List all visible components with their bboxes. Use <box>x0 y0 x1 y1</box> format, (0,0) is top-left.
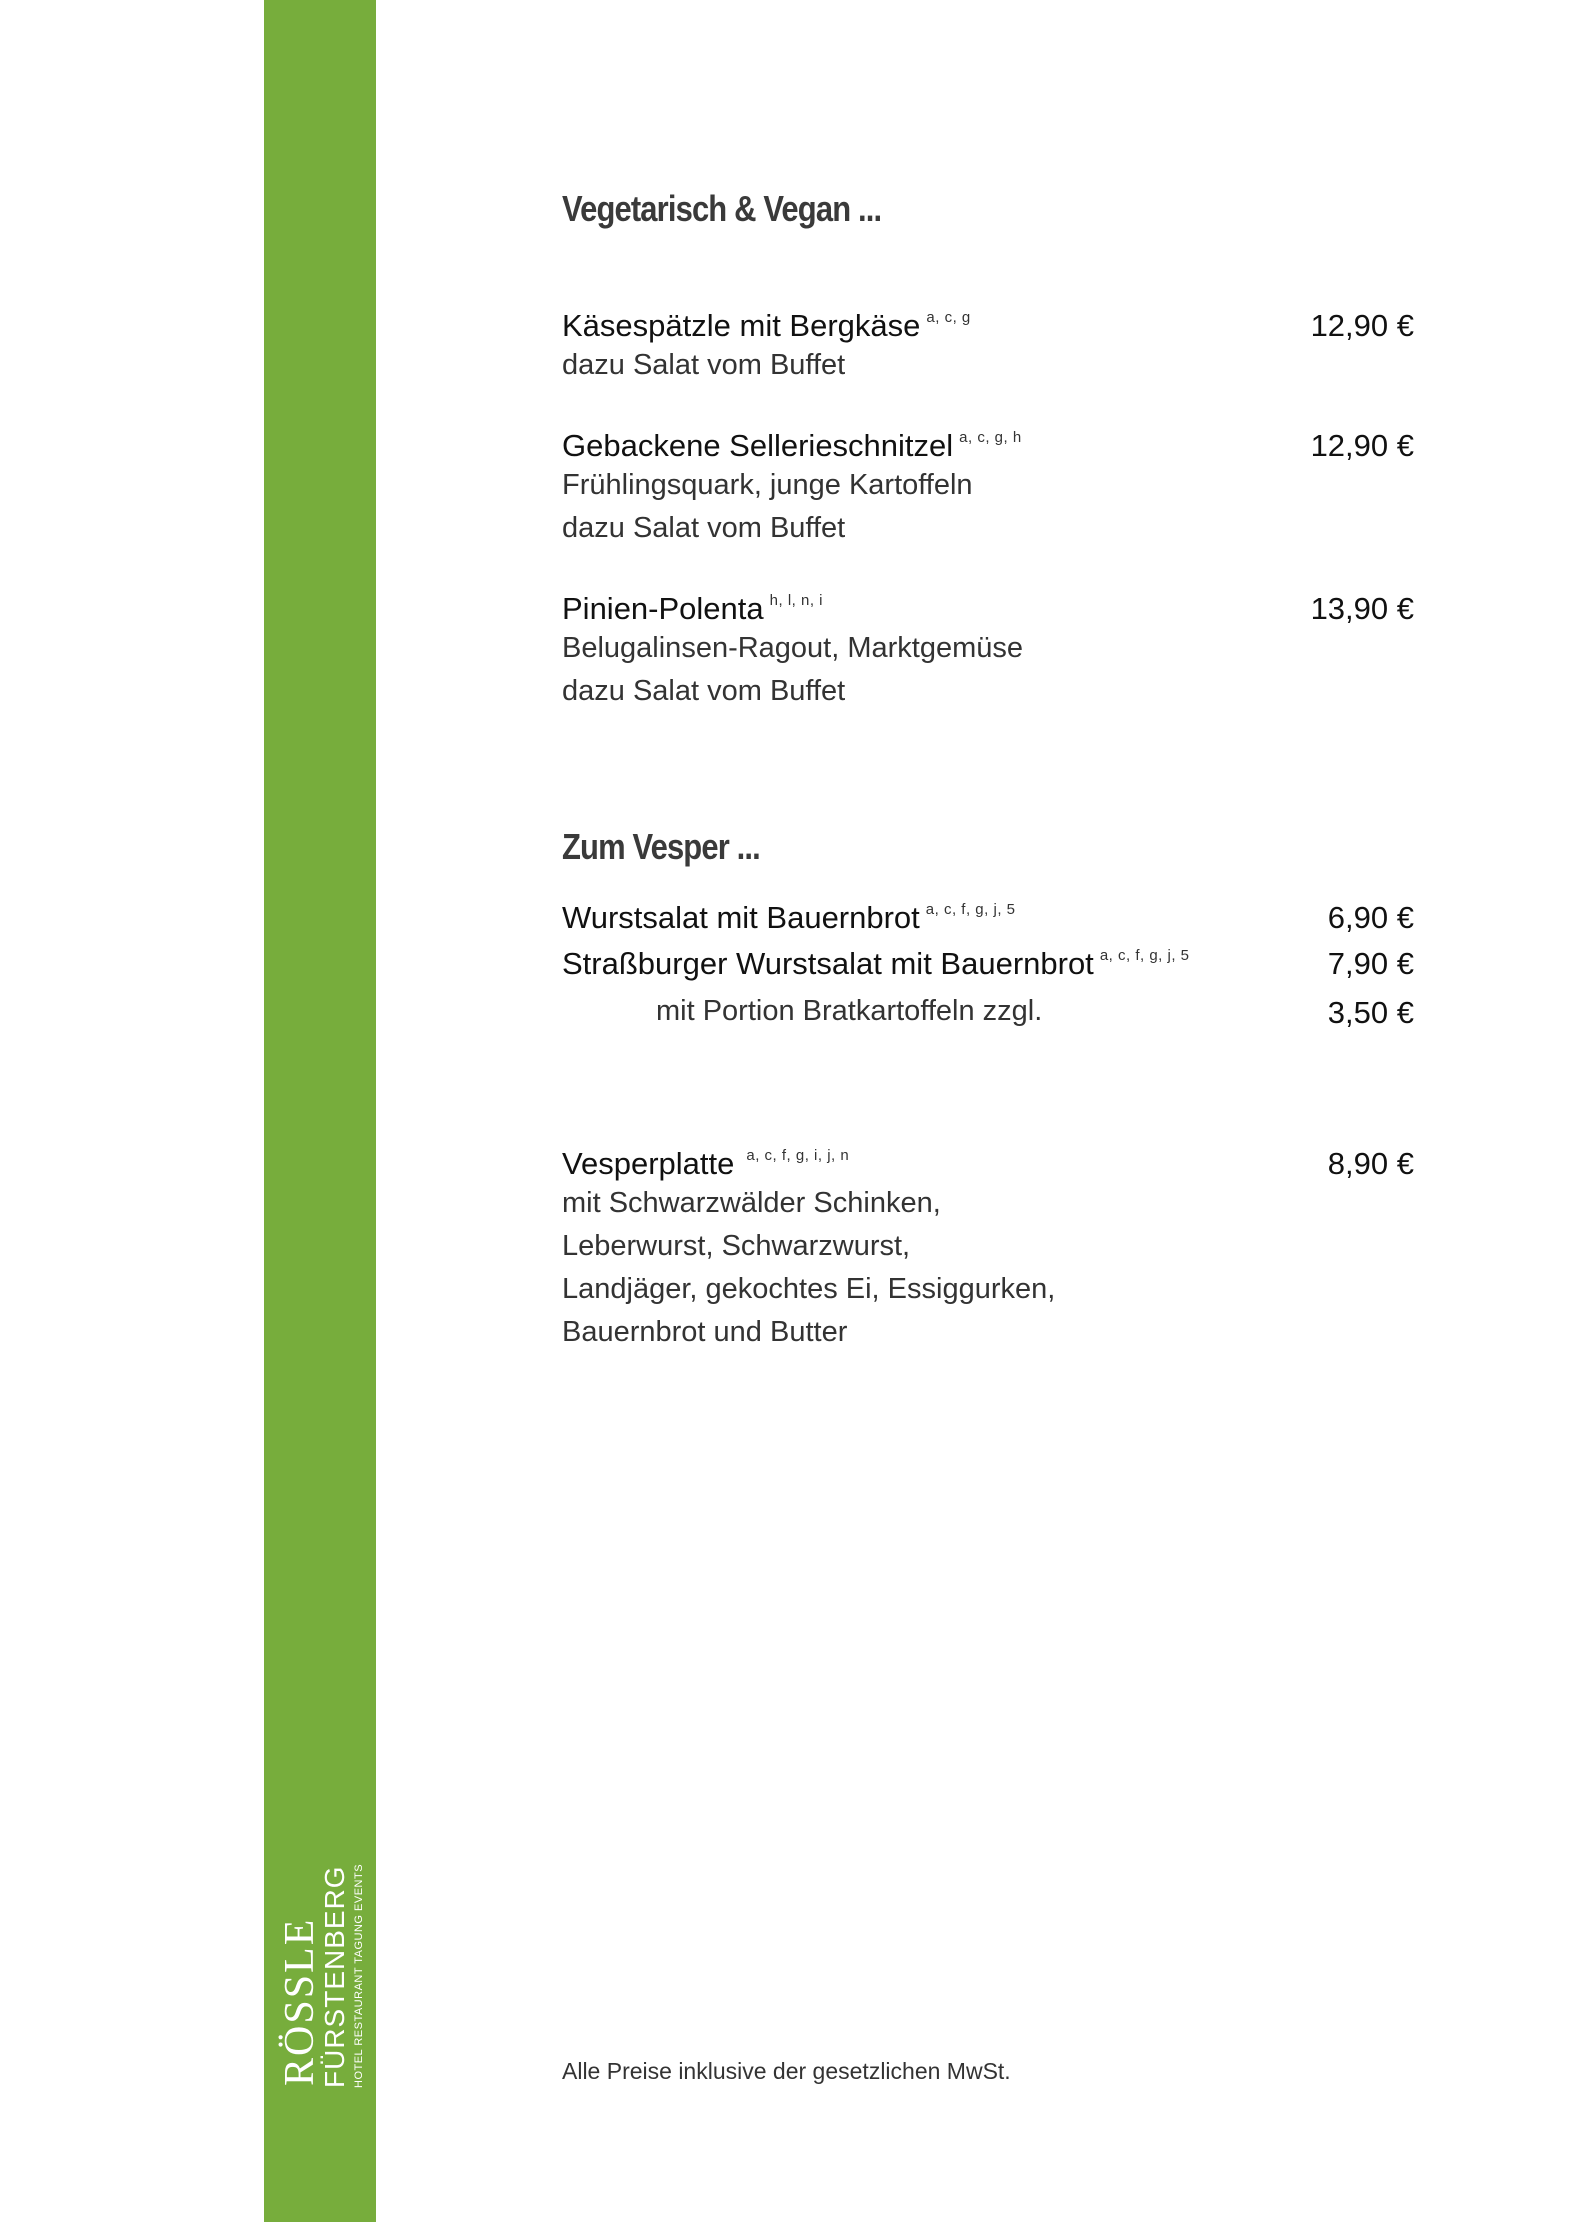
item-name: Pinien-Polenta <box>562 591 764 626</box>
allergen-codes: a, c, g <box>926 309 971 326</box>
addon-name: mit Portion Bratkartoffeln zzgl. <box>656 995 1043 1027</box>
item-name: Wurstsalat mit Bauernbrot <box>562 900 920 935</box>
allergen-codes: h, l, n, i <box>769 592 823 609</box>
item-name: Gebackene Sellerieschnitzel <box>562 428 954 463</box>
menu-item <box>562 308 1414 387</box>
section-title-vesper: Zum Vesper ... <box>562 826 760 867</box>
menu-item <box>562 946 1414 982</box>
item-price: 7,90 € <box>1327 946 1414 981</box>
menu-item <box>562 428 1414 550</box>
item-price: 12,90 € <box>1310 428 1414 463</box>
menu-item <box>562 1146 1414 1354</box>
item-description: dazu Salat vom Buffet <box>562 349 846 381</box>
item-description: dazu Salat vom Buffet <box>562 512 846 544</box>
item-name: Käsespätzle mit Bergkäse <box>562 308 921 343</box>
item-name: Vesperplatte <box>562 1146 735 1181</box>
item-description: mit Schwarzwälder Schinken, <box>562 1187 941 1219</box>
addon-price: 3,50 € <box>1327 995 1414 1030</box>
menu-item <box>562 900 1414 936</box>
logo-line-3: HOTEL RESTAURANT TAGUNG EVENTS <box>353 1863 365 2088</box>
item-description: Belugalinsen-Ragout, Marktgemüse <box>562 632 1024 664</box>
item-price: 8,90 € <box>1327 1146 1414 1181</box>
item-price: 12,90 € <box>1310 308 1414 343</box>
item-description: Landjäger, gekochtes Ei, Essiggurken, <box>562 1273 1056 1305</box>
allergen-codes: a, c, f, g, i, j, n <box>746 1147 850 1164</box>
item-description: dazu Salat vom Buffet <box>562 675 846 707</box>
item-description: Leberwurst, Schwarzwurst, <box>562 1230 911 1262</box>
menu-item <box>562 591 1414 713</box>
logo-line-1: RÖSSLE <box>277 1917 323 2086</box>
item-description: Frühlingsquark, junge Kartoffeln <box>562 469 973 501</box>
logo-line-2: FÜRSTENBERG <box>319 1865 350 2088</box>
roessle-logo <box>275 1863 371 2092</box>
allergen-codes: a, c, g, h <box>959 429 1022 446</box>
tax-footnote: Alle Preise inklusive der gesetzlichen MwSt. <box>562 2058 1011 2084</box>
allergen-codes: a, c, f, g, j, 5 <box>1099 947 1190 964</box>
menu-item-addon <box>656 995 1414 1028</box>
item-name: Straßburger Wurstsalat mit Bauernbrot <box>562 946 1094 981</box>
item-price: 13,90 € <box>1310 591 1414 626</box>
item-price: 6,90 € <box>1327 900 1414 935</box>
section-title-vegetarisch: Vegetarisch & Vegan ... <box>562 188 882 229</box>
allergen-codes: a, c, f, g, j, 5 <box>925 901 1016 918</box>
item-description: Bauernbrot und Butter <box>562 1316 848 1348</box>
